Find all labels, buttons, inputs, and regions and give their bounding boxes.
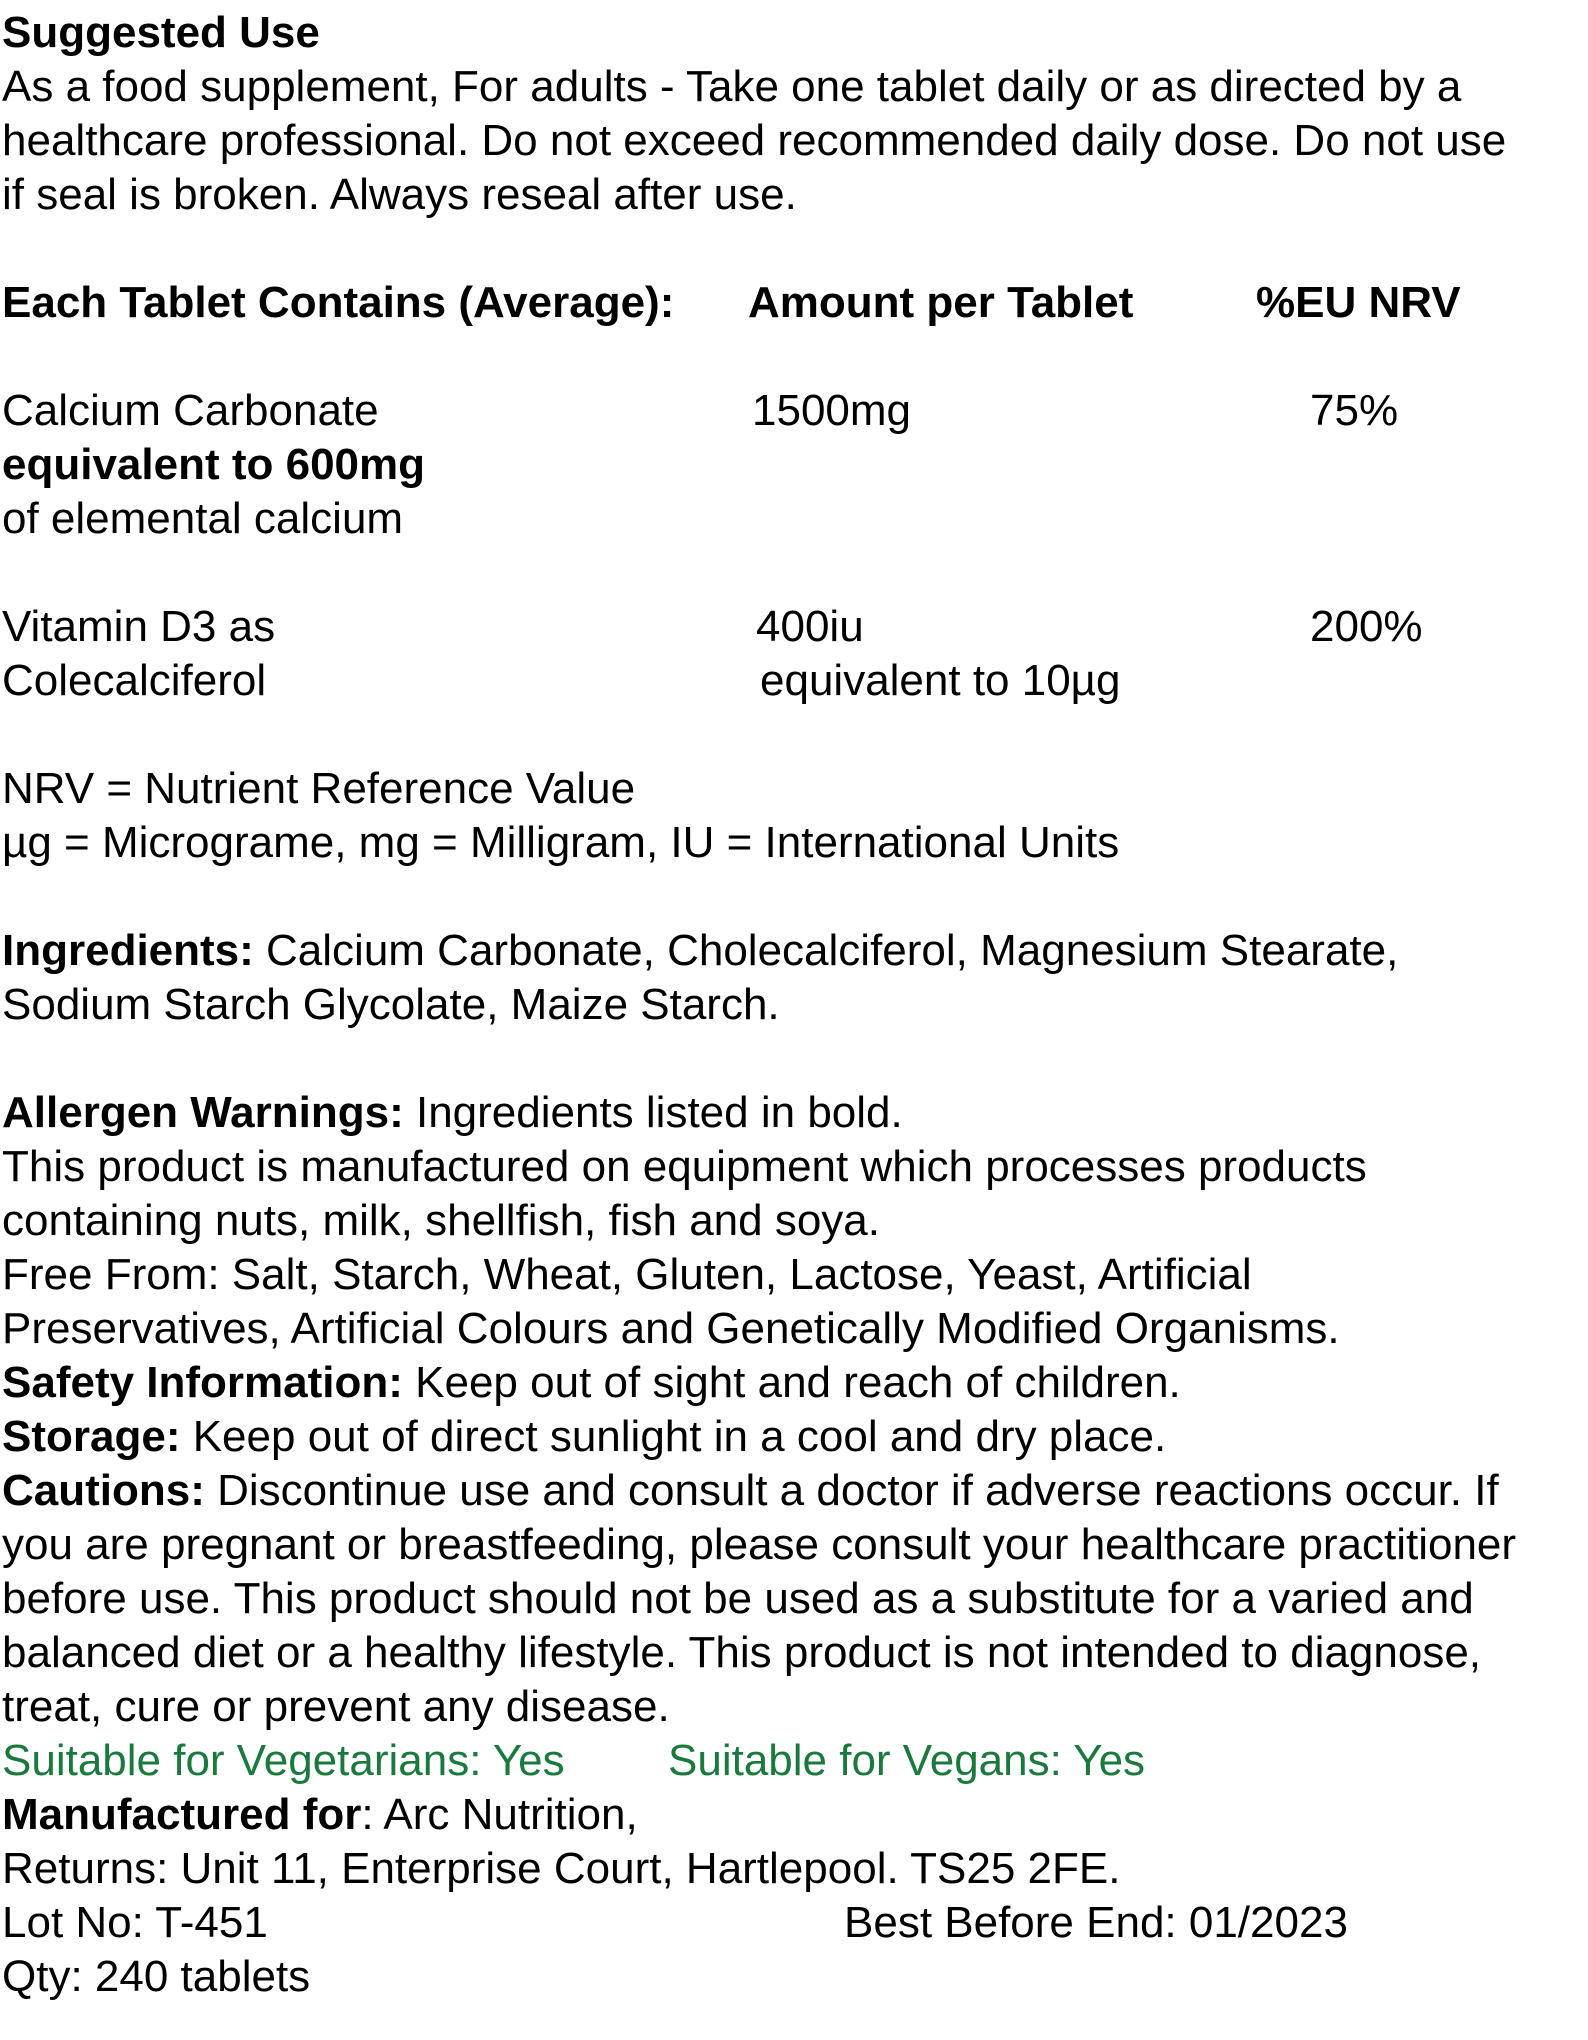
quantity: Qty: 240 tablets bbox=[2, 1952, 311, 2001]
cautions-line-1 bbox=[2, 1464, 1586, 1518]
header-name: Each Tablet Contains (Average): bbox=[2, 278, 675, 327]
calcium-nrv: 75% bbox=[1310, 386, 1399, 435]
suggested-use-line-3: if seal is broken. Always reseal after use. bbox=[2, 170, 797, 219]
ingredients-line-2: Sodium Starch Glycolate, Maize Starch. bbox=[2, 980, 780, 1029]
suggested-use-line-2: healthcare professional. Do not exceed recommended daily dose. Do not use bbox=[2, 116, 1507, 165]
label-document bbox=[2, 6, 1586, 2004]
safety-label: Safety Information: bbox=[2, 1358, 403, 1407]
vitamin-d3-amount-2: equivalent to 10µg bbox=[760, 656, 1121, 705]
suitability-row bbox=[2, 1734, 1586, 1788]
calcium-amount: 1500mg bbox=[752, 386, 912, 435]
manufacturer-name: : Arc Nutrition, bbox=[361, 1790, 638, 1839]
cautions-line-4: balanced diet or a healthy lifestyle. This product is not intended to diagnose, bbox=[2, 1628, 1482, 1677]
allergen-line-3: containing nuts, milk, shellfish, fish and soya. bbox=[2, 1196, 881, 1245]
vitamin-d3-name: Vitamin D3 as bbox=[2, 602, 276, 651]
calcium-elemental: of elemental calcium bbox=[2, 494, 404, 543]
returns-address: Returns: Unit 11, Enterprise Court, Hartlepool. TS25 2FE. bbox=[2, 1844, 1121, 1893]
header-amount: Amount per Tablet bbox=[748, 278, 1134, 327]
ingredients-text: Calcium Carbonate, Cholecalciferol, Magnesium Stearate, bbox=[253, 926, 1399, 975]
allergen-label: Allergen Warnings: bbox=[2, 1088, 404, 1137]
storage-label: Storage: bbox=[2, 1412, 181, 1461]
legend-units: µg = Micrograme, mg = Milligram, IU = International Units bbox=[2, 818, 1120, 867]
storage-text: Keep out of direct sunlight in a cool and dry place. bbox=[180, 1412, 1167, 1461]
vegetarian-status: Suitable for Vegetarians: Yes bbox=[2, 1736, 565, 1785]
allergen-line-1 bbox=[2, 1086, 1586, 1140]
nutrition-table-header bbox=[2, 276, 1586, 330]
allergen-text: Ingredients listed in bold. bbox=[403, 1088, 903, 1137]
cautions-label: Cautions: bbox=[2, 1466, 205, 1515]
safety-text: Keep out of sight and reach of children. bbox=[402, 1358, 1181, 1407]
lot-number: Lot No: T-451 bbox=[2, 1898, 268, 1947]
vitamin-d3-amount: 400iu bbox=[756, 602, 864, 651]
table-row-calcium bbox=[2, 384, 1586, 438]
cautions-line-3: before use. This product should not be used as a substitute for a varied and bbox=[2, 1574, 1474, 1623]
free-from-line-2: Preservatives, Artificial Colours and Genetically Modified Organisms. bbox=[2, 1304, 1340, 1353]
manufacturer-label: Manufactured for bbox=[2, 1790, 362, 1839]
manufacturer-line bbox=[2, 1788, 1586, 1842]
cautions-line-5: treat, cure or prevent any disease. bbox=[2, 1682, 670, 1731]
cautions-text: Discontinue use and consult a doctor if adverse reactions occur. If bbox=[204, 1466, 1499, 1515]
calcium-equivalent: equivalent to 600mg bbox=[2, 440, 426, 489]
table-row-vitamin-d3 bbox=[2, 600, 1586, 654]
suggested-use-heading: Suggested Use bbox=[2, 8, 320, 57]
cautions-line-2: you are pregnant or breastfeeding, please consult your healthcare practitioner bbox=[2, 1520, 1517, 1569]
vegan-status: Suitable for Vegans: Yes bbox=[668, 1736, 1146, 1785]
allergen-line-2: This product is manufactured on equipment which processes products bbox=[2, 1142, 1367, 1191]
storage-information bbox=[2, 1410, 1586, 1464]
ingredients-line-1 bbox=[2, 924, 1586, 978]
legend-nrv: NRV = Nutrient Reference Value bbox=[2, 764, 636, 813]
best-before: Best Before End: 01/2023 bbox=[844, 1898, 1348, 1947]
suggested-use-line-1: As a food supplement, For adults - Take one tablet daily or as directed by a bbox=[2, 62, 1462, 111]
free-from-line-1: Free From: Salt, Starch, Wheat, Gluten, Lactose, Yeast, Artificial bbox=[2, 1250, 1252, 1299]
table-row-vitamin-d3-cont bbox=[2, 654, 1586, 708]
lot-row bbox=[2, 1896, 1586, 1950]
ingredients-label: Ingredients: bbox=[2, 926, 254, 975]
vitamin-d3-name-2: Colecalciferol bbox=[2, 656, 267, 705]
vitamin-d3-nrv: 200% bbox=[1310, 602, 1423, 651]
calcium-name: Calcium Carbonate bbox=[2, 386, 379, 435]
header-nrv: %EU NRV bbox=[1256, 278, 1461, 327]
safety-information bbox=[2, 1356, 1586, 1410]
